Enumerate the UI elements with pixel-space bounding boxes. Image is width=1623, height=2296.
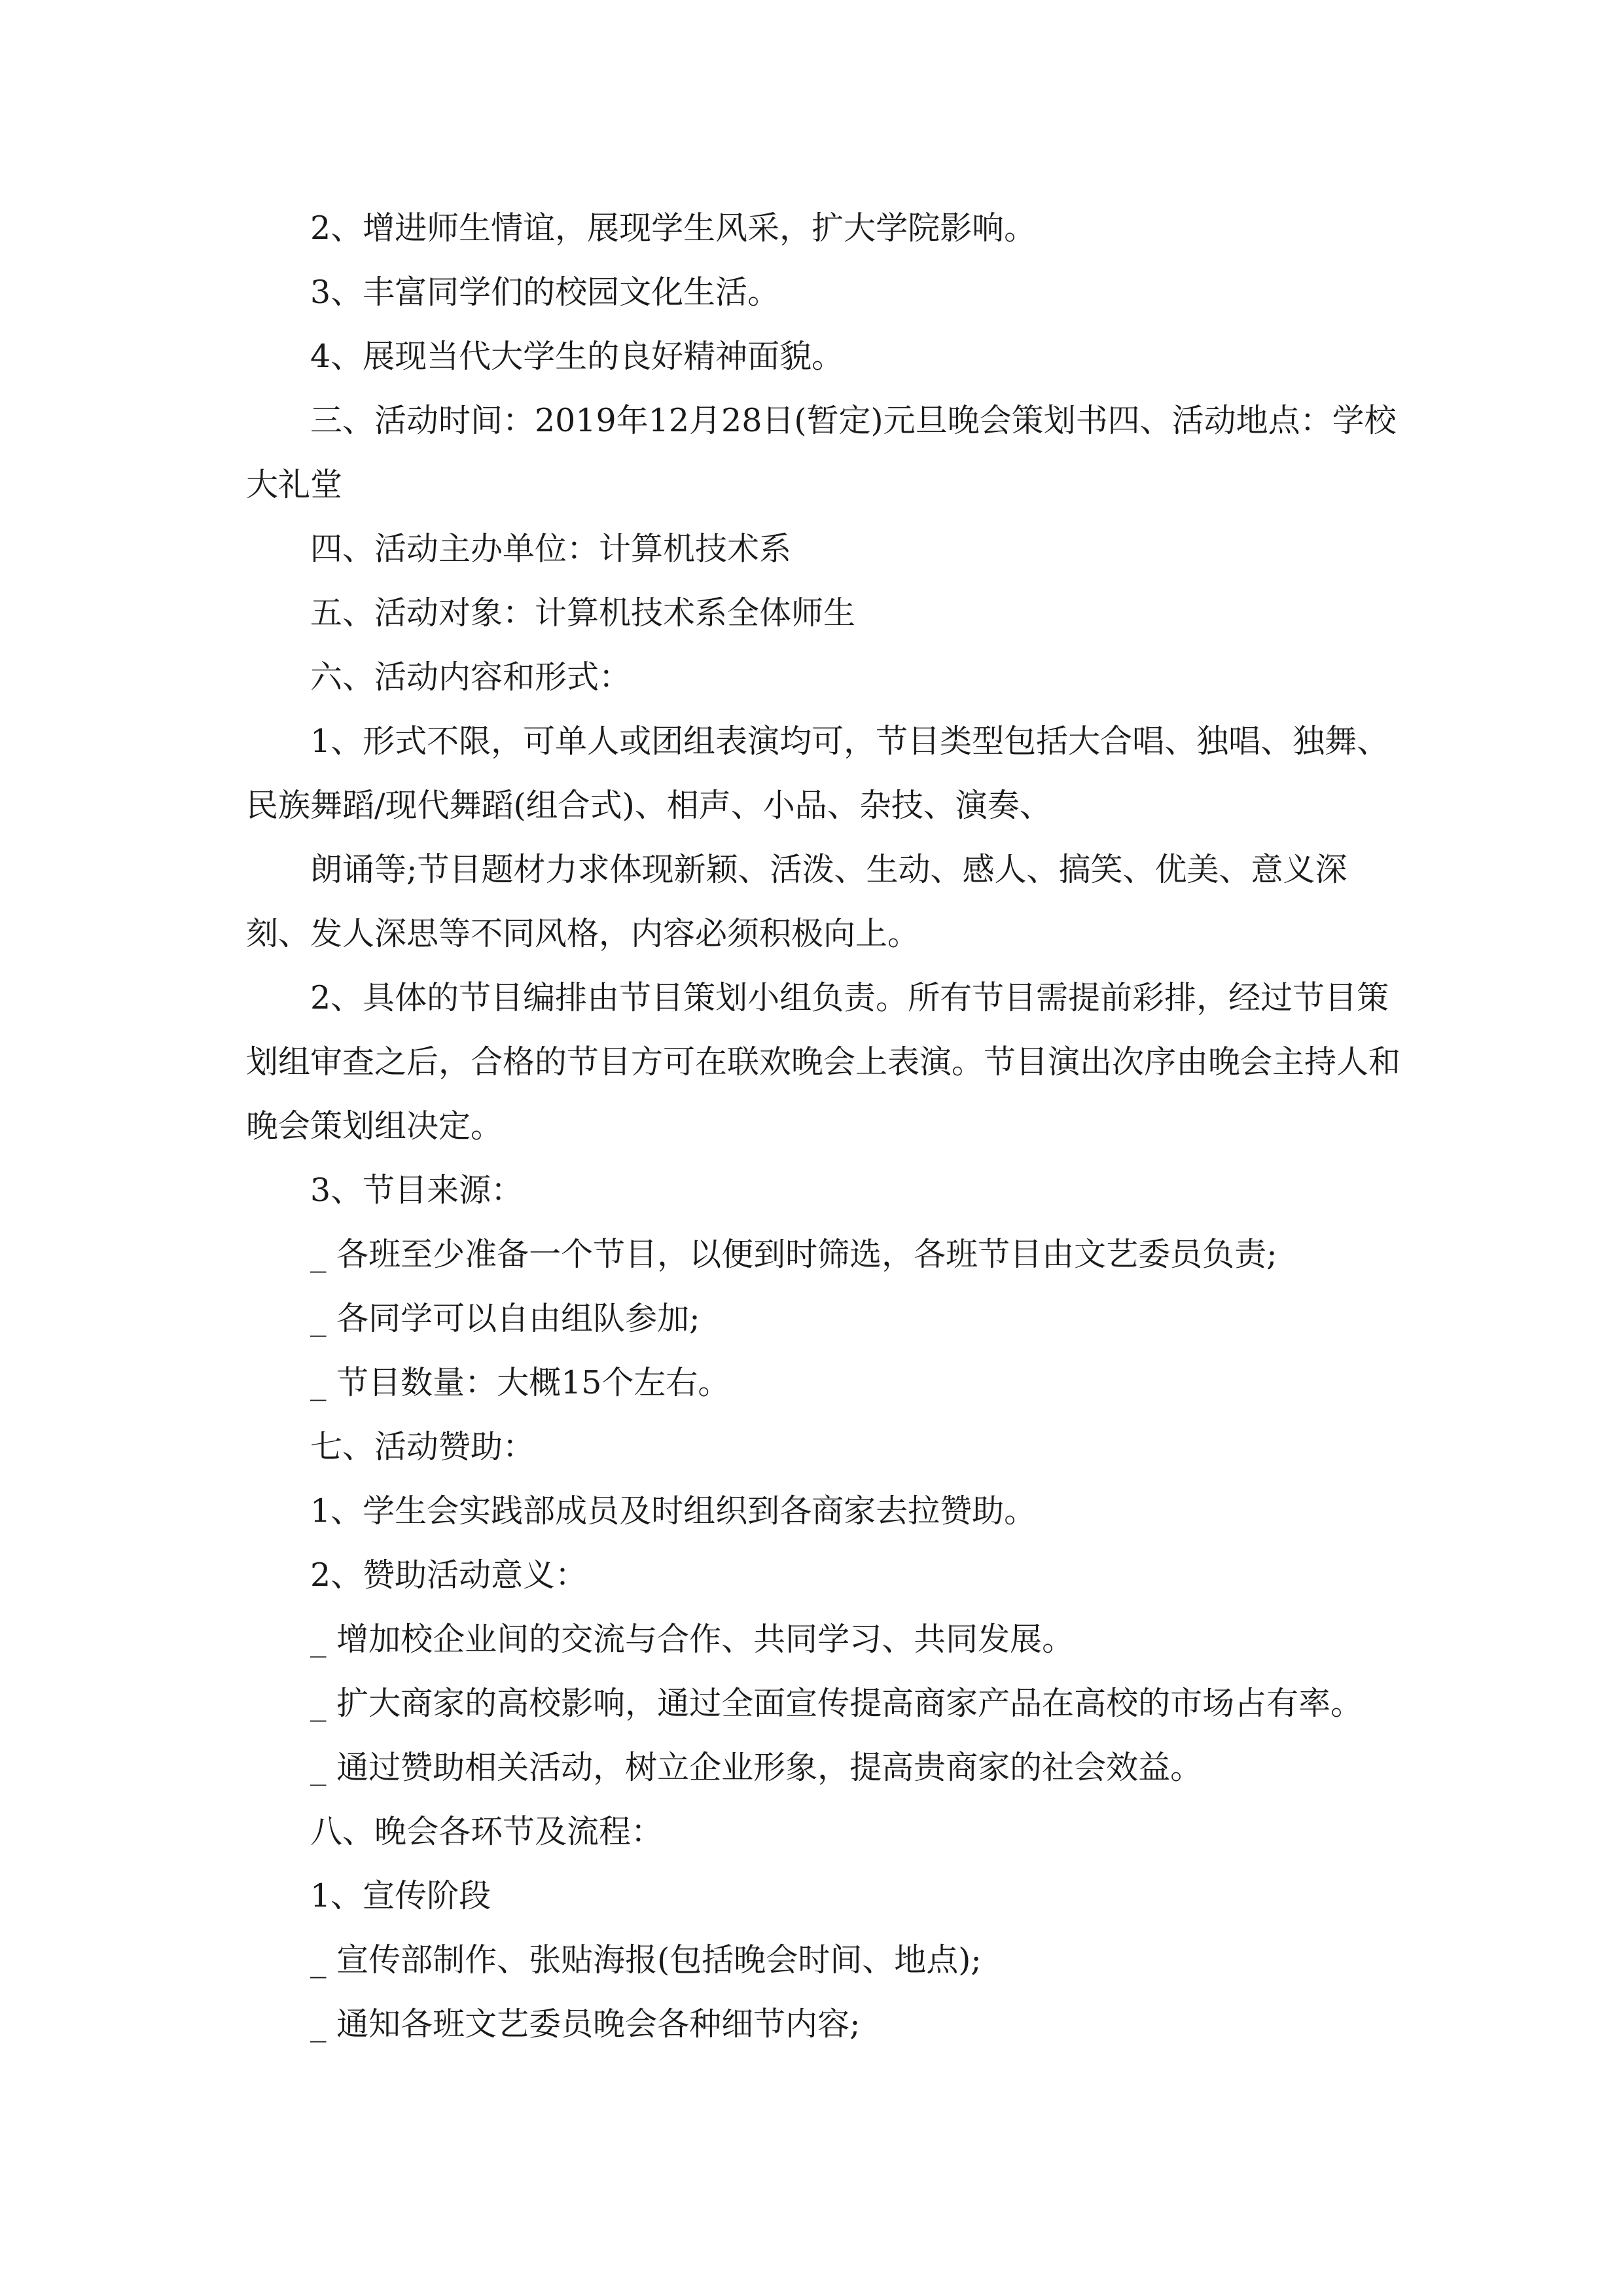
paragraph-organizer: 四、活动主办单位：计算机技术系 [310,530,792,567]
paragraph-promotion-stage: 1、宣传阶段 [310,1877,491,1914]
paragraph-sponsor-1: 1、学生会实践部成员及时组织到各商家去拉赞助。 [310,1492,1037,1530]
paragraph-form-1: 1、形式不限，可单人或团组表演均可，节目类型包括大合唱、独唱、独舞、民族舞蹈/现代舞蹈(组合式)、相声、小品、杂技、演奏、 [246,723,1389,824]
list-item: _ 通过赞助相关活动，树立企业形象，提高贵商家的社会效益。 [310,1749,1203,1786]
list-item: _ 各班至少准备一个节目，以便到时筛选，各班节目由文艺委员负责; [310,1236,1277,1273]
heading-program-source: 3、节目来源： [310,1172,524,1209]
heading-sponsorship: 七、活动赞助： [310,1428,535,1465]
paragraph-goal-3: 3、丰富同学们的校园文化生活。 [310,274,780,311]
paragraph-audience: 五、活动对象：计算机技术系全体师生 [310,594,856,632]
list-item: _ 各同学可以自由组队参加; [310,1300,700,1337]
paragraph-goal-2: 2、增进师生情谊，展现学生风采，扩大学院影响。 [310,209,1037,247]
heading-process: 八、晚会各环节及流程： [310,1813,664,1850]
paragraph-goal-4: 4、展现当代大学生的良好精神面貌。 [310,338,844,375]
list-item: _ 扩大商家的高校影响，通过全面宣传提高商家产品在高校的市场占有率。 [310,1685,1363,1722]
paragraph-sponsor-2: 2、赞助活动意义： [310,1556,588,1594]
paragraph-activity-time: 三、活动时间：2019年12月28日(暂定)元旦晚会策划书四、活动地点：学校大礼堂 [246,402,1397,503]
list-item: _ 节目数量：大概15个左右。 [310,1364,730,1401]
heading-content-form: 六、活动内容和形式： [310,658,632,696]
document-body [246,196,1404,2056]
list-item: _ 增加校企业间的交流与合作、共同学习、共同发展。 [310,1621,1075,1658]
list-item: _ 宣传部制作、张贴海报(包括晚会时间、地点); [310,1941,982,1979]
paragraph-form-1-cont: 朗诵等;节目题材力求体现新颖、活泼、生动、感人、搞笑、优美、意义深刻、发人深思等不同风格，内容必须积极向上。 [246,851,1347,952]
paragraph-form-2: 2、具体的节目编排由节目策划小组负责。所有节目需提前彩排，经过节目策划组审查之后，合格的节目方可在联欢晚会上表演。节目演出次序由晚会主持人和晚会策划组决定。 [246,979,1401,1145]
list-item: _ 通知各班文艺委员晚会各种细节内容; [310,2005,861,2043]
